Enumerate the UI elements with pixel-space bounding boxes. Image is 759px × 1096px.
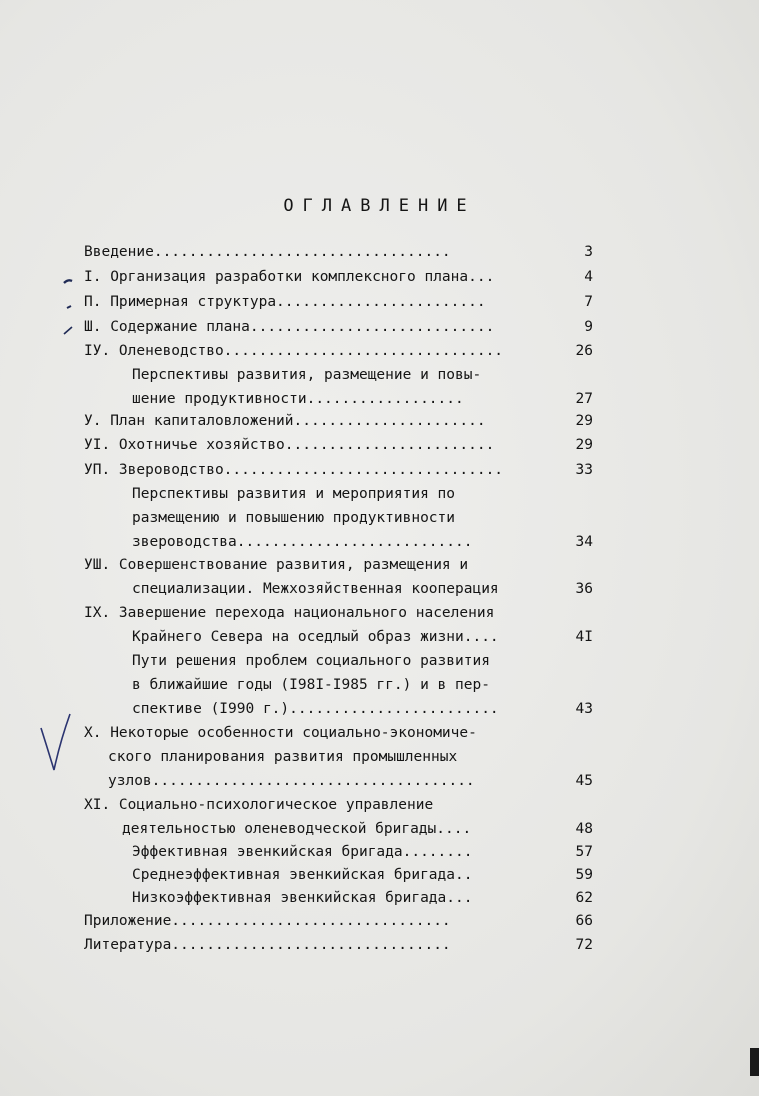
toc-page-number: 66 (575, 913, 593, 929)
toc-entry-text: спективе (I990 г.)........................ (132, 701, 499, 717)
toc-page-number: 27 (575, 391, 593, 407)
toc-page-number: 34 (575, 534, 593, 550)
toc-entry-text: деятельностью оленеводческой бригады.... (122, 821, 472, 837)
toc-entry-text: Крайнего Севера на оседлый образ жизни.... (132, 629, 499, 645)
toc-entry-text: Низкоэффективная эвенкийская бригада... (132, 890, 473, 906)
toc-page-number: 4 (584, 269, 593, 285)
toc-entry-text: в ближайшие годы (I98I-I985 гг.) и в пер- (132, 677, 490, 693)
toc-page-number: 26 (575, 343, 593, 359)
toc-page-number: 57 (575, 844, 593, 860)
toc-entry-text: IУ. Оленеводство................................ (84, 343, 504, 359)
toc-entry-text: Перспективы развития, размещение и повы- (132, 367, 482, 383)
toc-page-number: 9 (584, 319, 593, 335)
scan-edge-mark (750, 1048, 759, 1076)
toc-entry-text: Ш. Содержание плана............................ (84, 319, 495, 335)
toc-page-number: 36 (575, 581, 593, 597)
toc-page-number: 72 (575, 937, 593, 953)
toc-entry-text: УI. Охотничье хозяйство........................ (84, 437, 495, 453)
toc-entry-text: узлов..................................... (108, 773, 475, 789)
toc-entry-text: П. Примерная структура........................ (84, 294, 486, 310)
toc-entry-text: Приложение................................ (84, 913, 451, 929)
toc-entry-text: специализации. Межхозяйственная кооперация (132, 581, 499, 597)
toc-entry-text: звероводства........................... (132, 534, 473, 550)
toc-entry-text: ского планирования развития промышленных (108, 749, 458, 765)
page-title: ОГЛАВЛЕНИЕ (283, 196, 476, 216)
toc-entry-text: IX. Завершение перехода национального населения (84, 605, 495, 621)
toc-entry-text: Пути решения проблем социального развития (132, 653, 490, 669)
pen-tick-marks (60, 270, 80, 340)
toc-page-number: 7 (584, 294, 593, 310)
toc-page-number: 43 (575, 701, 593, 717)
toc-page-number: 48 (575, 821, 593, 837)
toc-page-number: 45 (575, 773, 593, 789)
toc-page-number: 4I (575, 629, 593, 645)
toc-page-number: 59 (575, 867, 593, 883)
toc-entry-text: Среднеэффективная эвенкийская бригада.. (132, 867, 473, 883)
checkmark-icon (38, 712, 72, 774)
toc-entry-text: Эффективная эвенкийская бригада........ (132, 844, 473, 860)
toc-page-number: 62 (575, 890, 593, 906)
toc-entry-text: размещению и повышению продуктивности (132, 510, 456, 526)
toc-entry-text: шение продуктивности.................. (132, 391, 464, 407)
toc-entry-text: Введение.................................. (84, 244, 451, 260)
toc-entry-text: I. Организация разработки комплексного плана... (84, 269, 495, 285)
toc-entry-text: УП. Звероводство................................ (84, 462, 504, 478)
toc-page-number: 33 (575, 462, 593, 478)
toc-page-number: 3 (584, 244, 593, 260)
toc-entry-text: Литература................................ (84, 937, 451, 953)
toc-entry-text: Перспективы развития и мероприятия по (132, 486, 456, 502)
toc-entry-text: XI. Социально-психологическое управление (84, 797, 434, 813)
toc-entry-text: X. Некоторые особенности социально-экономиче- (84, 725, 477, 741)
toc-entry-text: УШ. Совершенствование развития, размещения и (84, 557, 469, 573)
toc-page-number: 29 (575, 437, 593, 453)
toc-page-number: 29 (575, 413, 593, 429)
toc-entry-text: У. План капиталовложений...................... (84, 413, 486, 429)
